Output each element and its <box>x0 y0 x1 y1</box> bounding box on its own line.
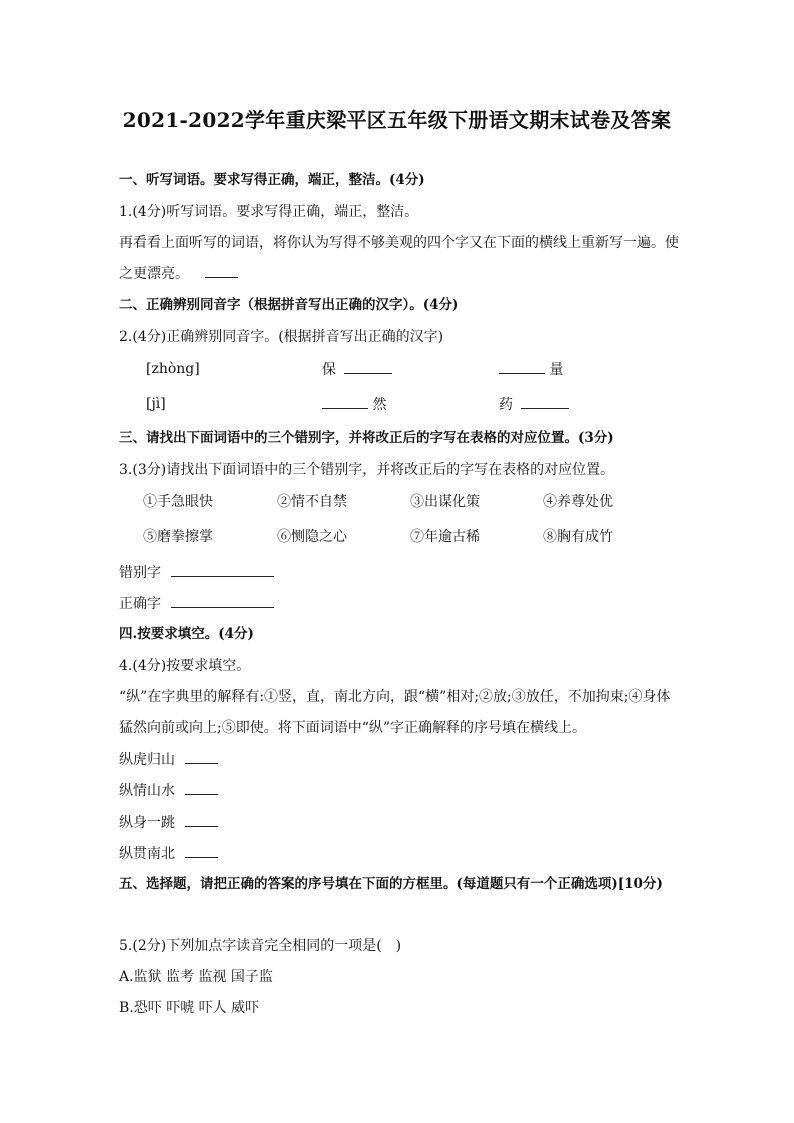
question-2: 2.(4分)正确辨别同音字。(根据拼音写出正确的汉字) <box>119 329 444 345</box>
word-label: 纵虎归山 <box>119 752 175 768</box>
answer-blank[interactable] <box>185 843 218 858</box>
word-label: 纵情山水 <box>119 783 175 799</box>
answer-blank[interactable] <box>185 812 218 827</box>
answer-blank[interactable] <box>499 359 545 374</box>
question-1-instructions <box>119 228 679 290</box>
question-1-description: 再看看上面听写的词语，将你认为写得不够美观的四个字又在下面的横线上重新写一遍。使之更漂亮。 <box>119 235 679 282</box>
question-3: 3.(3分)请找出下面词语中的三个错别字，并将改正后的字写在表格的对应位置。 <box>119 462 615 478</box>
homophone-item <box>499 394 569 415</box>
answer-blank[interactable] <box>171 562 274 577</box>
word-item: ②情不自禁 <box>277 494 347 510</box>
word-label: 纵身一跳 <box>119 815 175 831</box>
answer-blank[interactable] <box>322 394 368 409</box>
wrong-char-label: 错别字 <box>119 565 161 581</box>
word-item: ⑥恻隐之心 <box>277 529 347 545</box>
homophone-char: 保 <box>322 362 336 378</box>
section-4-heading: 四.按要求填空。(4分) <box>119 626 254 642</box>
question-5: 5.(2分)下列加点字读音完全相同的一项是( ) <box>119 938 402 954</box>
pinyin-ji: [jì] <box>146 396 166 412</box>
section-1-heading: 一、听写词语。要求写得正确，端正，整洁。(4分) <box>119 172 425 188</box>
section-2-heading: 二、正确辨别同音字（根据拼音写出正确的汉字）。(4分) <box>119 297 459 313</box>
word-item: ③出谋化策 <box>410 494 480 510</box>
answer-blank[interactable] <box>171 593 274 608</box>
page-title: 2021-2022学年重庆梁平区五年级下册语文期末试卷及答案 <box>122 108 672 132</box>
homophone-item <box>322 359 392 380</box>
section-5-heading: 五、选择题，请把正确的答案的序号填在下面的方框里。(每道题只有一个正确选项)[10分) <box>119 876 663 892</box>
answer-blank[interactable] <box>521 394 569 409</box>
right-char-row <box>119 593 679 614</box>
word-item: ①手急眼快 <box>143 494 213 510</box>
homophone-char: 药 <box>499 397 513 413</box>
option-b: B.恐吓 吓唬 吓人 威吓 <box>119 1000 260 1016</box>
homophone-char: 然 <box>372 397 387 413</box>
question-4: 4.(4分)按要求填空。 <box>119 658 251 674</box>
homophone-item <box>499 359 563 380</box>
answer-blank[interactable] <box>185 749 218 764</box>
word-item: ⑧胸有成竹 <box>543 529 613 545</box>
homophone-item <box>322 394 386 415</box>
word-fill-row <box>119 812 679 833</box>
right-char-label: 正确字 <box>119 596 161 612</box>
option-a: A.监狱 监考 监视 国子监 <box>119 969 273 985</box>
homophone-char: 量 <box>549 362 564 378</box>
section-3-heading: 三、请找出下面词语中的三个错别字，并将改正后的字写在表格的对应位置。(3分) <box>119 430 614 446</box>
word-item: ⑤磨拳擦掌 <box>143 529 213 545</box>
question-1: 1.(4分)听写词语。要求写得正确，端正，整洁。 <box>119 204 419 220</box>
word-item: ④养尊处优 <box>543 494 613 510</box>
answer-blank[interactable] <box>344 359 392 374</box>
pinyin-zhong: [zhòng] <box>146 361 200 377</box>
answer-blank[interactable] <box>185 780 218 795</box>
word-item: ⑦年逾古稀 <box>410 529 480 545</box>
word-fill-row <box>119 749 679 770</box>
answer-blank[interactable] <box>205 263 238 278</box>
question-4-description: “纵”在字典里的解释有:①竖，直，南北方向，跟“横”相对;②放;③放任，不加拘束;④身体猛然向前或向上;⑤即使。将下面词语中“纵”字正确解释的序号填在横线上。 <box>119 689 671 736</box>
word-label: 纵贯南北 <box>119 846 175 862</box>
word-fill-row <box>119 843 679 864</box>
word-fill-row <box>119 780 679 801</box>
wrong-char-row <box>119 562 679 583</box>
